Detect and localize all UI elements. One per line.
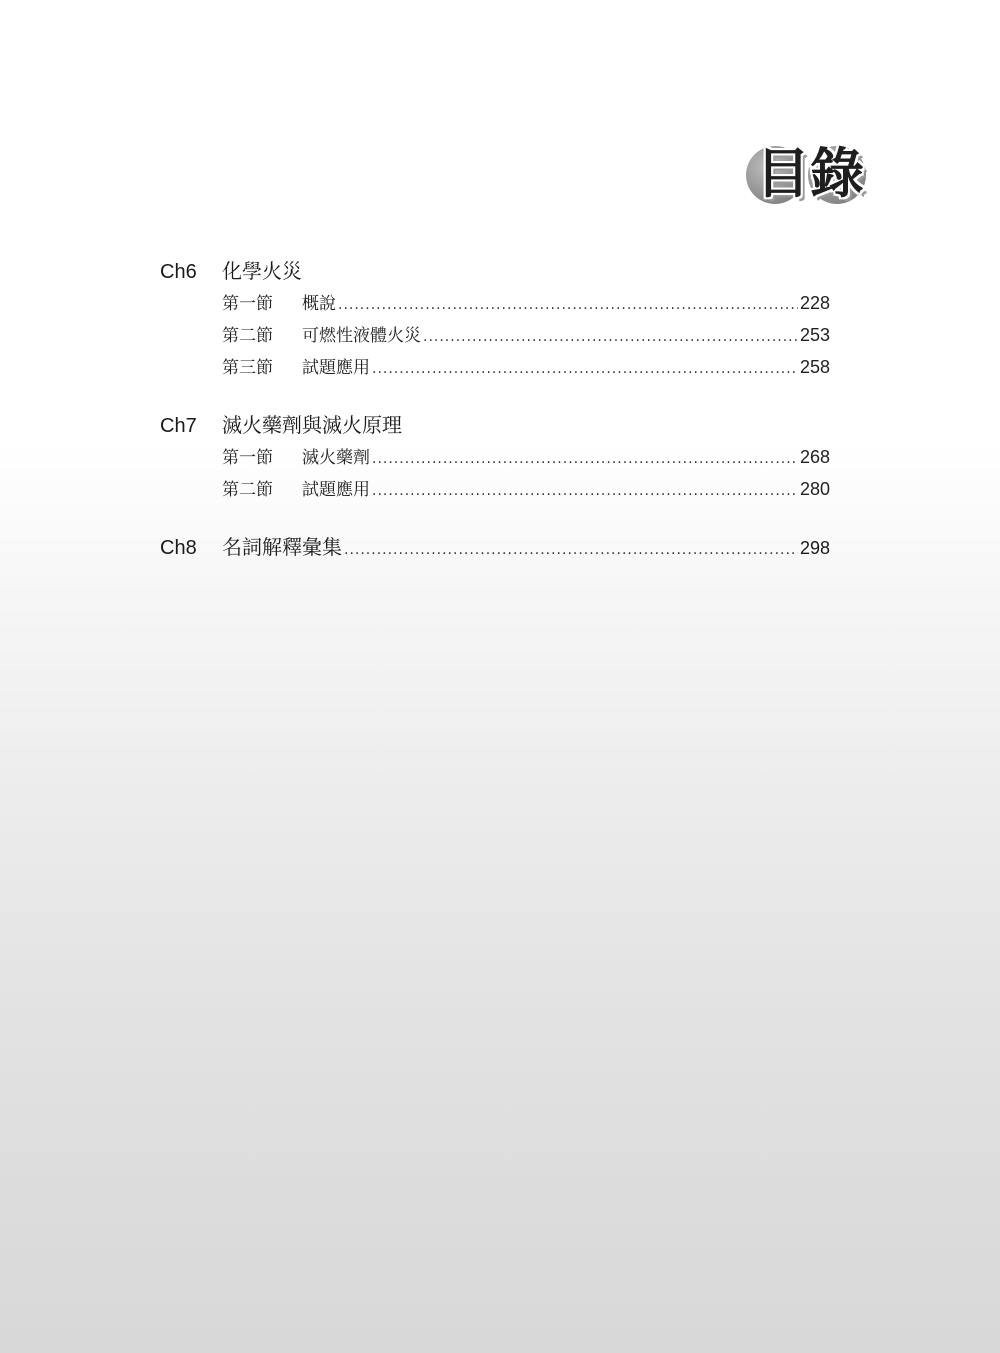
dot-leader bbox=[372, 451, 798, 467]
dot-leader bbox=[372, 483, 798, 499]
chapter-page-number: 298 bbox=[799, 538, 830, 558]
entry-title: 試題應用 bbox=[302, 358, 370, 378]
toc-entry[interactable] bbox=[160, 321, 830, 353]
page-title-char: 目 bbox=[756, 142, 810, 205]
entry-section-label: 第二節 bbox=[222, 326, 273, 346]
dot-leader bbox=[423, 329, 798, 345]
entry-page-number: 268 bbox=[799, 447, 830, 467]
toc-title-emblem bbox=[746, 140, 870, 210]
chapter-title: 名詞解釋彙集 bbox=[222, 535, 342, 559]
chapter-title: 滅火藥劑與滅火原理 bbox=[222, 413, 402, 437]
toc-chapter bbox=[160, 255, 830, 385]
entry-page-number: 258 bbox=[799, 357, 830, 377]
toc-entry[interactable] bbox=[160, 353, 830, 385]
entry-title: 試題應用 bbox=[302, 480, 370, 500]
entry-section-label: 第二節 bbox=[222, 480, 273, 500]
entry-page-number: 228 bbox=[799, 293, 830, 313]
chapter-heading[interactable] bbox=[160, 255, 830, 289]
entry-page-number: 253 bbox=[799, 325, 830, 345]
chapter-number: Ch6 bbox=[160, 261, 197, 283]
entry-section-label: 第一節 bbox=[222, 448, 273, 468]
dot-leader bbox=[338, 297, 798, 313]
chapter-title: 化學火災 bbox=[222, 259, 302, 283]
entry-section-label: 第一節 bbox=[222, 294, 273, 314]
entry-page-number: 280 bbox=[799, 479, 830, 499]
chapter-number: Ch7 bbox=[160, 415, 197, 437]
chapter-heading[interactable] bbox=[160, 409, 830, 443]
entry-title: 滅火藥劑 bbox=[302, 448, 370, 468]
chapter-number: Ch8 bbox=[160, 537, 197, 559]
toc-entry[interactable] bbox=[160, 475, 830, 507]
entry-title: 概說 bbox=[302, 294, 336, 314]
dot-leader bbox=[344, 542, 798, 558]
entry-title: 可燃性液體火災 bbox=[302, 326, 421, 346]
chapter-heading[interactable] bbox=[160, 531, 830, 565]
toc-entry[interactable] bbox=[160, 443, 830, 475]
entry-section-label: 第三節 bbox=[222, 358, 273, 378]
page-title-char: 錄 bbox=[810, 142, 864, 205]
toc-entry[interactable] bbox=[160, 289, 830, 321]
dot-leader bbox=[372, 361, 798, 377]
toc-chapter bbox=[160, 409, 830, 507]
table-of-contents bbox=[160, 255, 830, 589]
toc-chapter bbox=[160, 531, 830, 565]
